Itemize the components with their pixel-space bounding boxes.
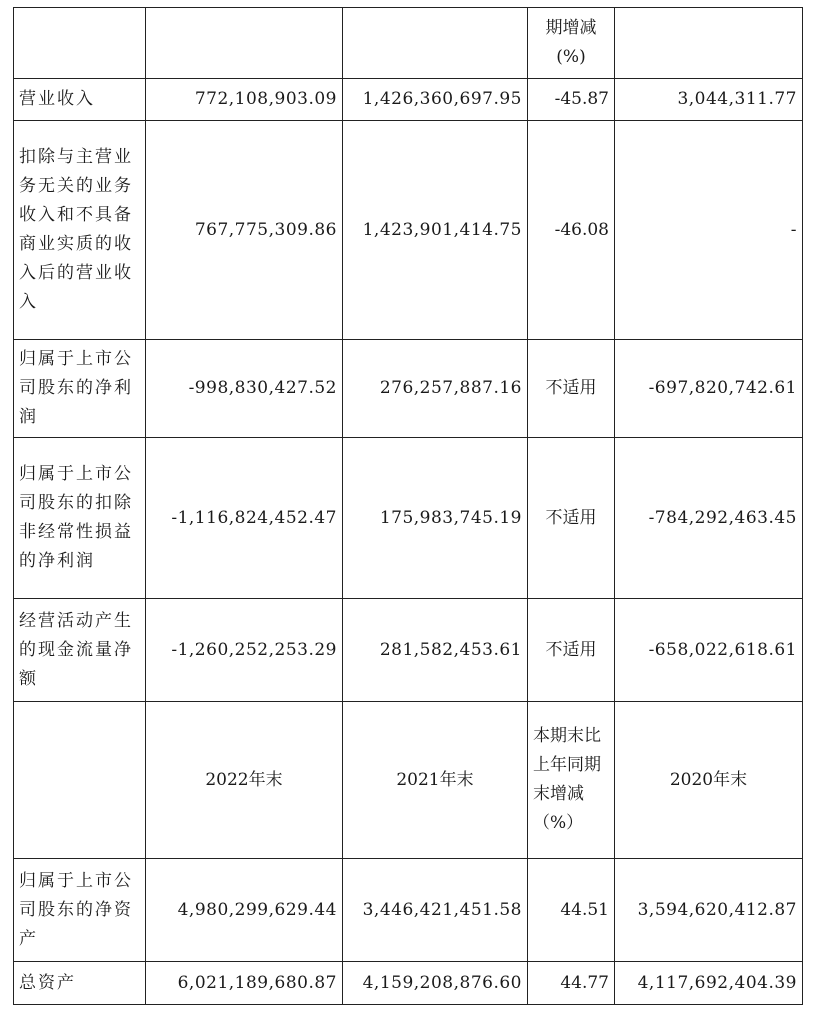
header-cell-empty	[14, 702, 146, 859]
value-change: 不适用	[528, 599, 615, 702]
header-cell-2020: 2020年末	[615, 702, 803, 859]
header-row-period	[14, 8, 803, 79]
header-cell-2022: 2022年末	[146, 702, 343, 859]
value-change: 不适用	[528, 340, 615, 438]
header-cell-empty	[146, 8, 343, 79]
value-2022: 767,775,309.86	[146, 121, 343, 340]
header-cell-change: 本期末比上年同期末增减（%）	[528, 702, 615, 859]
value-2022: -1,116,824,452.47	[146, 438, 343, 599]
table-row-operating-cash-flow	[14, 599, 803, 702]
value-2020: -784,292,463.45	[615, 438, 803, 599]
row-label: 归属于上市公司股东的净利润	[14, 340, 146, 438]
value-2022: 772,108,903.09	[146, 79, 343, 121]
table-row-net-profit-excl-nonrecurring	[14, 438, 803, 599]
value-2021: 281,582,453.61	[343, 599, 528, 702]
value-2022: -998,830,427.52	[146, 340, 343, 438]
value-2020: 4,117,692,404.39	[615, 962, 803, 1005]
value-2021: 1,423,901,414.75	[343, 121, 528, 340]
header-row-year-end	[14, 702, 803, 859]
row-label: 总资产	[14, 962, 146, 1005]
row-label: 经营活动产生的现金流量净额	[14, 599, 146, 702]
table-row-total-assets	[14, 962, 803, 1005]
value-change: 44.77	[528, 962, 615, 1005]
value-change: -46.08	[528, 121, 615, 340]
value-2020: 3,044,311.77	[615, 79, 803, 121]
value-change: -45.87	[528, 79, 615, 121]
value-2020: -	[615, 121, 803, 340]
table-row-net-profit	[14, 340, 803, 438]
header-cell-empty	[615, 8, 803, 79]
header-cell-2021: 2021年末	[343, 702, 528, 859]
value-2022: 4,980,299,629.44	[146, 859, 343, 962]
value-2020: -658,022,618.61	[615, 599, 803, 702]
value-2022: -1,260,252,253.29	[146, 599, 343, 702]
header-cell-empty	[343, 8, 528, 79]
table-row-adjusted-revenue	[14, 121, 803, 340]
row-label: 扣除与主营业务无关的业务收入和不具备商业实质的收入后的营业收入	[14, 121, 146, 340]
value-2021: 175,983,745.19	[343, 438, 528, 599]
value-2020: 3,594,620,412.87	[615, 859, 803, 962]
header-cell-empty	[14, 8, 146, 79]
table-row-operating-revenue	[14, 79, 803, 121]
value-2021: 3,446,421,451.58	[343, 859, 528, 962]
value-change: 不适用	[528, 438, 615, 599]
row-label: 营业收入	[14, 79, 146, 121]
row-label: 归属于上市公司股东的净资产	[14, 859, 146, 962]
value-change: 44.51	[528, 859, 615, 962]
value-2021: 4,159,208,876.60	[343, 962, 528, 1005]
row-label: 归属于上市公司股东的扣除非经常性损益的净利润	[14, 438, 146, 599]
table-row-net-assets	[14, 859, 803, 962]
value-2020: -697,820,742.61	[615, 340, 803, 438]
value-2022: 6,021,189,680.87	[146, 962, 343, 1005]
value-2021: 1,426,360,697.95	[343, 79, 528, 121]
financial-data-table	[13, 7, 803, 1005]
value-2021: 276,257,887.16	[343, 340, 528, 438]
header-cell-change: 期增减(%)	[528, 8, 615, 79]
